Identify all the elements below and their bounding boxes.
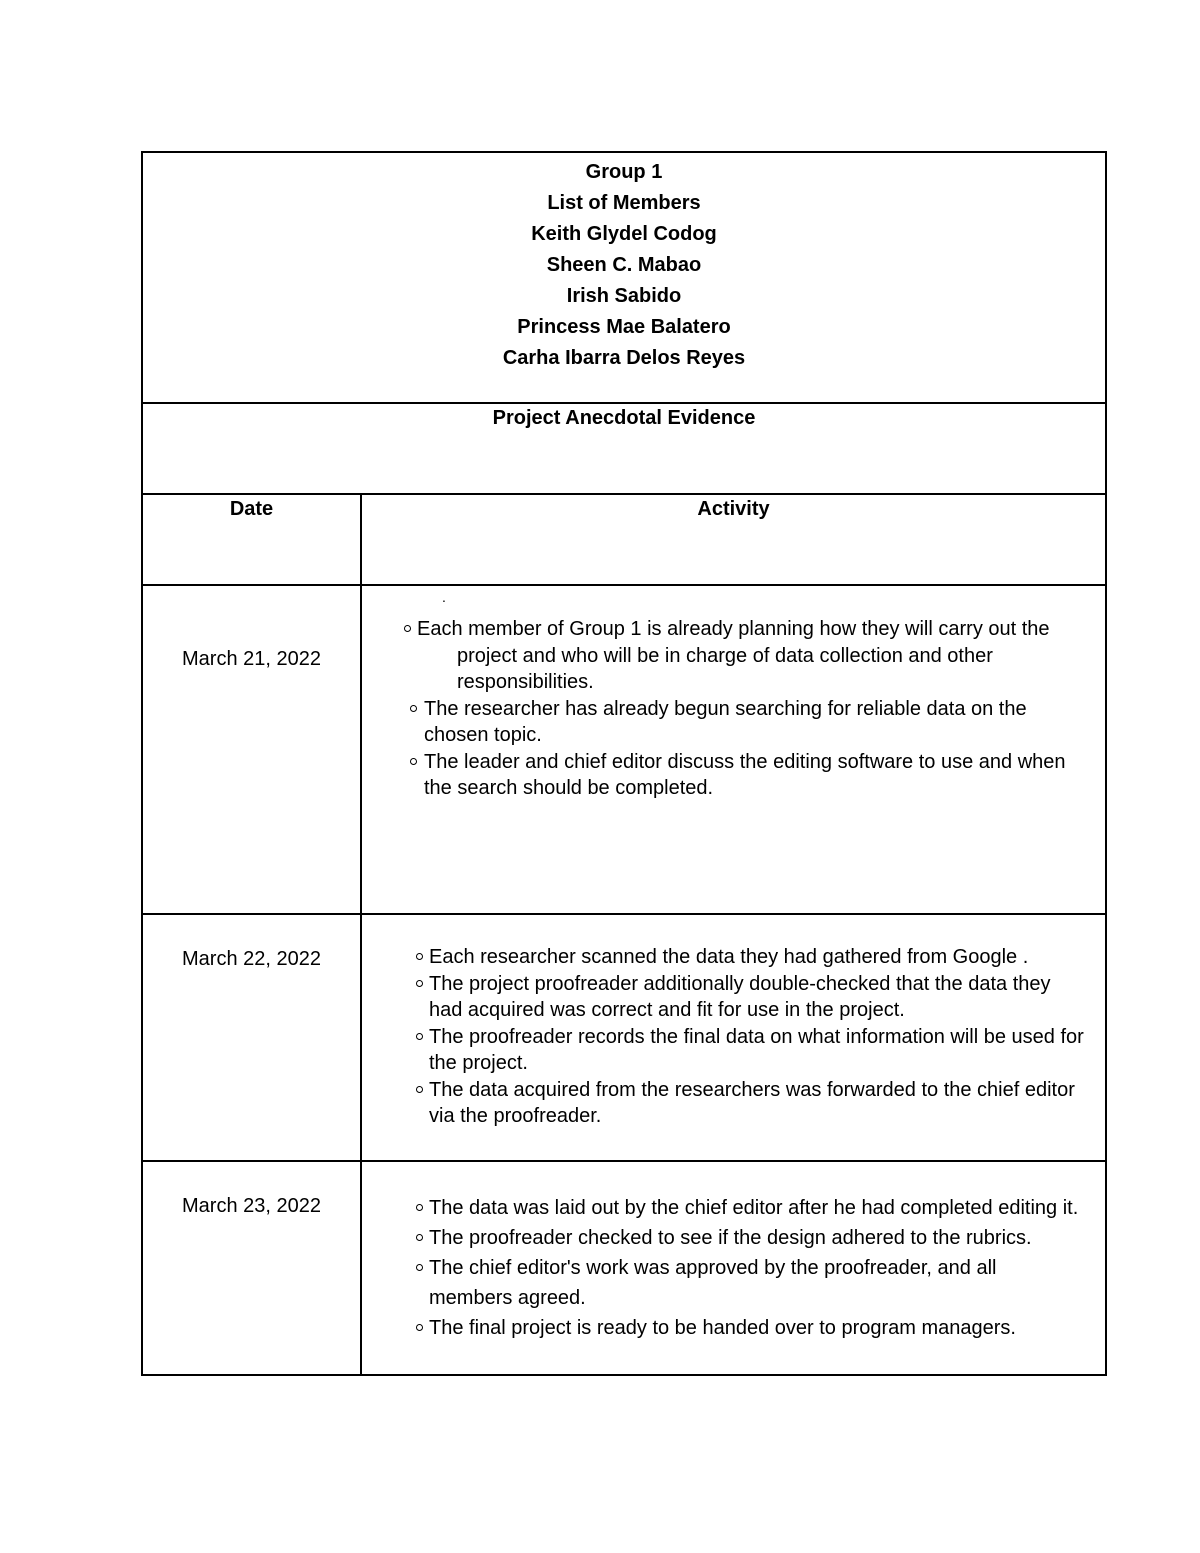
- table-row: [142, 585, 1106, 914]
- table-row: [142, 914, 1106, 1161]
- activity-text: The data acquired from the researchers was forwarded to the chief editor via the proofreader.: [429, 1078, 1075, 1127]
- anecdotal-evidence-table: [141, 151, 1107, 1376]
- stray-mark: .: [442, 589, 446, 605]
- member-name: Sheen C. Mabao: [546, 254, 702, 276]
- members-row: [142, 152, 1106, 403]
- list-item: [362, 1253, 1069, 1313]
- activity-list: [362, 1193, 1105, 1343]
- activity-text: The researcher has already begun searching for reliable data on the chosen topic.: [424, 697, 1027, 746]
- activity-cell: [361, 585, 1106, 914]
- list-item: [362, 971, 1069, 1024]
- activity-text: The data was laid out by the chief editor after he had completed editing it.: [429, 1197, 1079, 1219]
- activity-header-cell: [361, 494, 1106, 585]
- activity-text: The project proofreader additionally double-checked that the data they had acquired was correct and fit for use in the project.: [429, 972, 1051, 1021]
- list-item: [362, 944, 1089, 971]
- group-title: Group 1: [585, 161, 663, 183]
- member-name: Carha Ibarra Delos Reyes: [502, 347, 746, 369]
- activity-list: [362, 944, 1105, 1130]
- list-item: [362, 1077, 1089, 1130]
- list-item: [362, 616, 1082, 696]
- member-name: Irish Sabido: [566, 285, 682, 307]
- hollow-bullet-icon: [416, 1204, 423, 1211]
- hollow-bullet-icon: [416, 1234, 423, 1241]
- section-title-cell: [142, 403, 1106, 494]
- activity-cell: [361, 1161, 1106, 1375]
- date-cell: [142, 1161, 361, 1375]
- activity-column-header: Activity: [697, 498, 770, 520]
- hollow-bullet-icon: [416, 1264, 423, 1271]
- hollow-bullet-icon: [404, 625, 411, 632]
- hollow-bullet-icon: [416, 1033, 423, 1040]
- section-title-row: [142, 403, 1106, 494]
- members-cell: [142, 152, 1106, 403]
- list-item: [362, 749, 1084, 802]
- hollow-bullet-icon: [416, 980, 423, 987]
- activity-list: [362, 616, 1105, 802]
- table-row: [142, 1161, 1106, 1375]
- hollow-bullet-icon: [416, 953, 423, 960]
- row-date: March 23, 2022: [182, 1195, 321, 1217]
- activity-text: Each member of Group 1 is already planning how they will carry out the project and who will be in charge of data collection and other responsibilities.: [417, 618, 1050, 693]
- list-item: [362, 1223, 1089, 1253]
- date-column-header: Date: [229, 498, 274, 520]
- row-date: March 21, 2022: [182, 648, 321, 670]
- activity-text: The leader and chief editor discuss the editing software to use and when the search should be completed.: [424, 750, 1066, 799]
- activity-cell: [361, 914, 1106, 1161]
- activity-text: The final project is ready to be handed over to program managers.: [429, 1317, 1016, 1339]
- date-header-cell: [142, 494, 361, 585]
- list-item: [362, 1024, 1099, 1077]
- section-title: Project Anecdotal Evidence: [492, 407, 756, 429]
- members-list-title: List of Members: [547, 192, 701, 214]
- hollow-bullet-icon: [416, 1324, 423, 1331]
- activity-text: The proofreader records the final data on what information will be used for the project.: [429, 1025, 1084, 1074]
- date-cell: [142, 914, 361, 1161]
- list-item: [362, 696, 1074, 749]
- hollow-bullet-icon: [416, 1086, 423, 1093]
- date-cell: [142, 585, 361, 914]
- hollow-bullet-icon: [410, 758, 417, 765]
- activity-text: Each researcher scanned the data they had gathered from Google .: [429, 946, 1029, 968]
- hollow-bullet-icon: [410, 705, 417, 712]
- member-name: Princess Mae Balatero: [517, 316, 731, 338]
- activity-text: The chief editor's work was approved by the proofreader, and all members agreed.: [429, 1257, 997, 1309]
- list-item: [362, 1193, 1089, 1223]
- member-name: Keith Glydel Codog: [531, 223, 717, 245]
- column-header-row: [142, 494, 1106, 585]
- list-item: [362, 1313, 1089, 1343]
- activity-text: The proofreader checked to see if the design adhered to the rubrics.: [429, 1227, 1032, 1249]
- row-date: March 22, 2022: [182, 948, 321, 970]
